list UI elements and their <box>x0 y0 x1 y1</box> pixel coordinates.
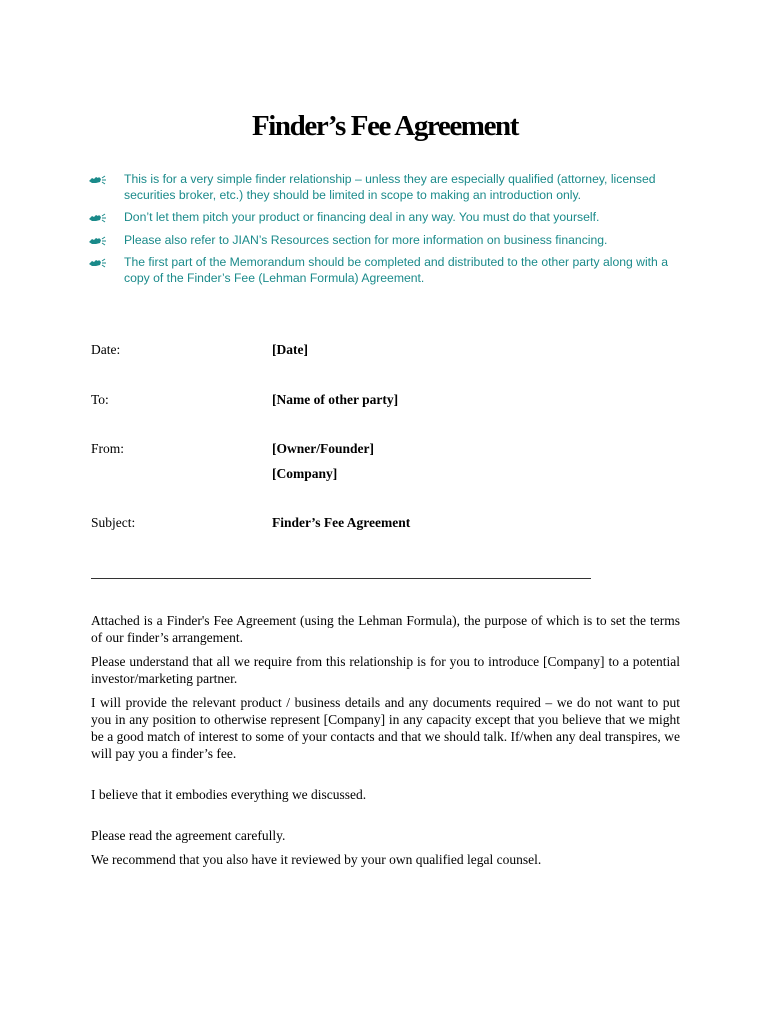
body-paragraph: I believe that it embodies everything we discussed. <box>91 787 367 802</box>
instruction-notes <box>88 172 688 294</box>
note-item <box>88 210 688 226</box>
subject-label: Subject: <box>91 515 136 530</box>
from-label: From: <box>91 441 125 456</box>
from-value-company: [Company] <box>272 466 338 481</box>
document-title: Finder’s Fee Agreement <box>251 110 519 142</box>
date-label: Date: <box>91 342 121 357</box>
body-paragraph: Attached is a Finder's Fee Agreement (using the Lehman Formula), the purpose of which is to set the terms of our finder’s arrangement. <box>91 613 680 645</box>
to-value: [Name of other party] <box>272 392 399 407</box>
body-paragraph: Please understand that all we require from this relationship is for you to introduce [Company] to a potential investor/marketing partner. <box>91 654 680 686</box>
hand-pointer-icon <box>88 174 108 186</box>
body-paragraph: We recommend that you also have it reviewed by your own qualified legal counsel. <box>91 852 542 867</box>
note-item <box>88 255 688 286</box>
body-paragraph: Please read the agreement carefully. <box>91 828 286 843</box>
note-text: This is for a very simple finder relationship – unless they are especially qualified (attorney, licensed securities broker, etc.) they should be limited in scope to making an introduction only. <box>124 172 656 202</box>
note-text: Please also refer to JIAN’s Resources section for more information on business financing. <box>124 232 608 247</box>
memo-body <box>91 612 680 875</box>
subject-value: Finder’s Fee Agreement <box>272 515 411 530</box>
hand-pointer-icon <box>88 235 108 247</box>
body-paragraph: I will provide the relevant product / business details and any documents required – we do not want to put you in any position to otherwise represent [Company] in any capacity except that you believe that we might be a good match of interest to some of your contacts and that we should talk. If/when any deal transpires, we will pay you a finder’s fee. <box>91 695 680 761</box>
hand-pointer-icon <box>88 257 108 269</box>
note-text: Don’t let them pitch your product or financing deal in any way. You must do that yourself. <box>124 210 600 225</box>
date-value: [Date] <box>272 342 308 357</box>
from-value-owner: [Owner/Founder] <box>272 441 374 456</box>
note-item <box>88 233 688 249</box>
section-divider <box>91 578 591 579</box>
note-item <box>88 172 688 203</box>
note-text: The first part of the Memorandum should be completed and distributed to the other party along with a copy of the Finder’s Fee (Lehman Formula) Agreement. <box>124 255 669 285</box>
to-label: To: <box>91 392 109 407</box>
hand-pointer-icon <box>88 212 108 224</box>
